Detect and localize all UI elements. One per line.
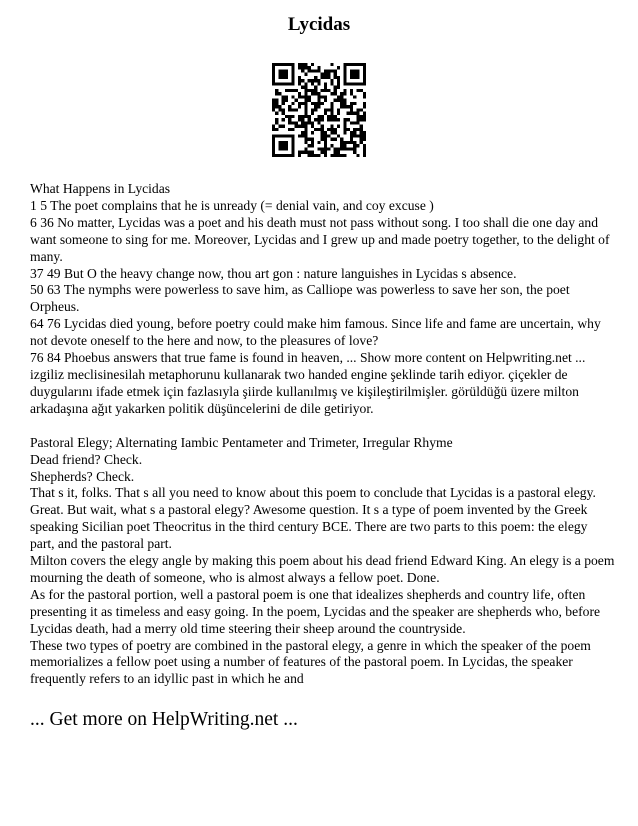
page-title: Lycidas xyxy=(287,14,351,35)
summary-paragraph: 64 76 Lycidas died young, before poetry could make him famous. Since life and fame are uncertain, why not devote oneself to the here and now, to the pleasures of love? xyxy=(30,316,601,349)
body-paragraph: These two types of poetry are combined in the pastoral elegy, a genre in which the speaker of the poem memorializes a fellow poet using a number of features of the pastoral poem. In Lycidas, the speaker frequently refers to an idyllic past in which he and xyxy=(30,637,591,687)
body-paragraph: Milton covers the elegy angle by making this poem about his dead friend Edward King. An elegy is a poem mourning the death of someone, who is almost always a fellow poet. Done. xyxy=(30,553,615,585)
paragraph-spacer xyxy=(30,418,615,435)
form-heading: Pastoral Elegy; Alternating Iambic Pentameter and Trimeter, Irregular Rhyme xyxy=(30,434,453,450)
get-more-link[interactable]: ... Get more on HelpWriting.net ... xyxy=(30,709,298,730)
summary-paragraph: 76 84 Phoebus answers that true fame is found in heaven, ... Show more content on Helpwriting.net ... izgiliz meclisinesilah metaphorunu kullanarak two handed engine şeklinde tarih ediyor. çiçekler de duygularını ifade etmek için fazlasıyla şiirde kullanılmış ve kişileştirilmişler. görüldüğü üzere milton arkadaşına ağıt yakarken politik düşüncelerini de dile getiriyor. xyxy=(30,350,586,416)
body-paragraph: Dead friend? Check. xyxy=(30,451,143,467)
body-paragraph: Great. But wait, what s a pastoral elegy? Awesome question. It s a type of poem invented by the Greek speaking Sicilian poet Theocritus in the third century BCE. There are two parts to this poem: the elegy part, and the pastoral part. xyxy=(30,502,588,552)
summary-paragraph: 1 5 The poet complains that he is unready (= denial vain, and coy excuse ) xyxy=(30,197,434,213)
summary-paragraph: 6 36 No matter, Lycidas was a poet and his death must not pass without song. I too shall die one day and want someone to sing for me. Moreover, Lycidas and I grew up and made poetry together, to the delight of many. xyxy=(30,214,610,264)
document-body xyxy=(30,181,615,688)
body-paragraph: That s it, folks. That s all you need to know about this poem to conclude that Lycidas is a pastoral elegy. xyxy=(30,485,596,501)
body-paragraph: Shepherds? Check. xyxy=(30,468,135,484)
body-paragraph: As for the pastoral portion, well a pastoral poem is one that idealizes shepherds and country life, often presenting it as timeless and easy going. In the poem, Lycidas and the speaker are shepherds who, before Lycidas death, had a merry old time steering their sheep around the countryside. xyxy=(30,586,601,636)
qr-code-icon xyxy=(272,63,366,157)
summary-paragraph: 37 49 But O the heavy change now, thou art gon : nature languishes in Lycidas s absence. xyxy=(30,265,517,281)
section-heading: What Happens in Lycidas xyxy=(30,181,171,196)
summary-paragraph: 50 63 The nymphs were powerless to save him, as Calliope was powerless to save her son, the poet Orpheus. xyxy=(30,282,570,315)
